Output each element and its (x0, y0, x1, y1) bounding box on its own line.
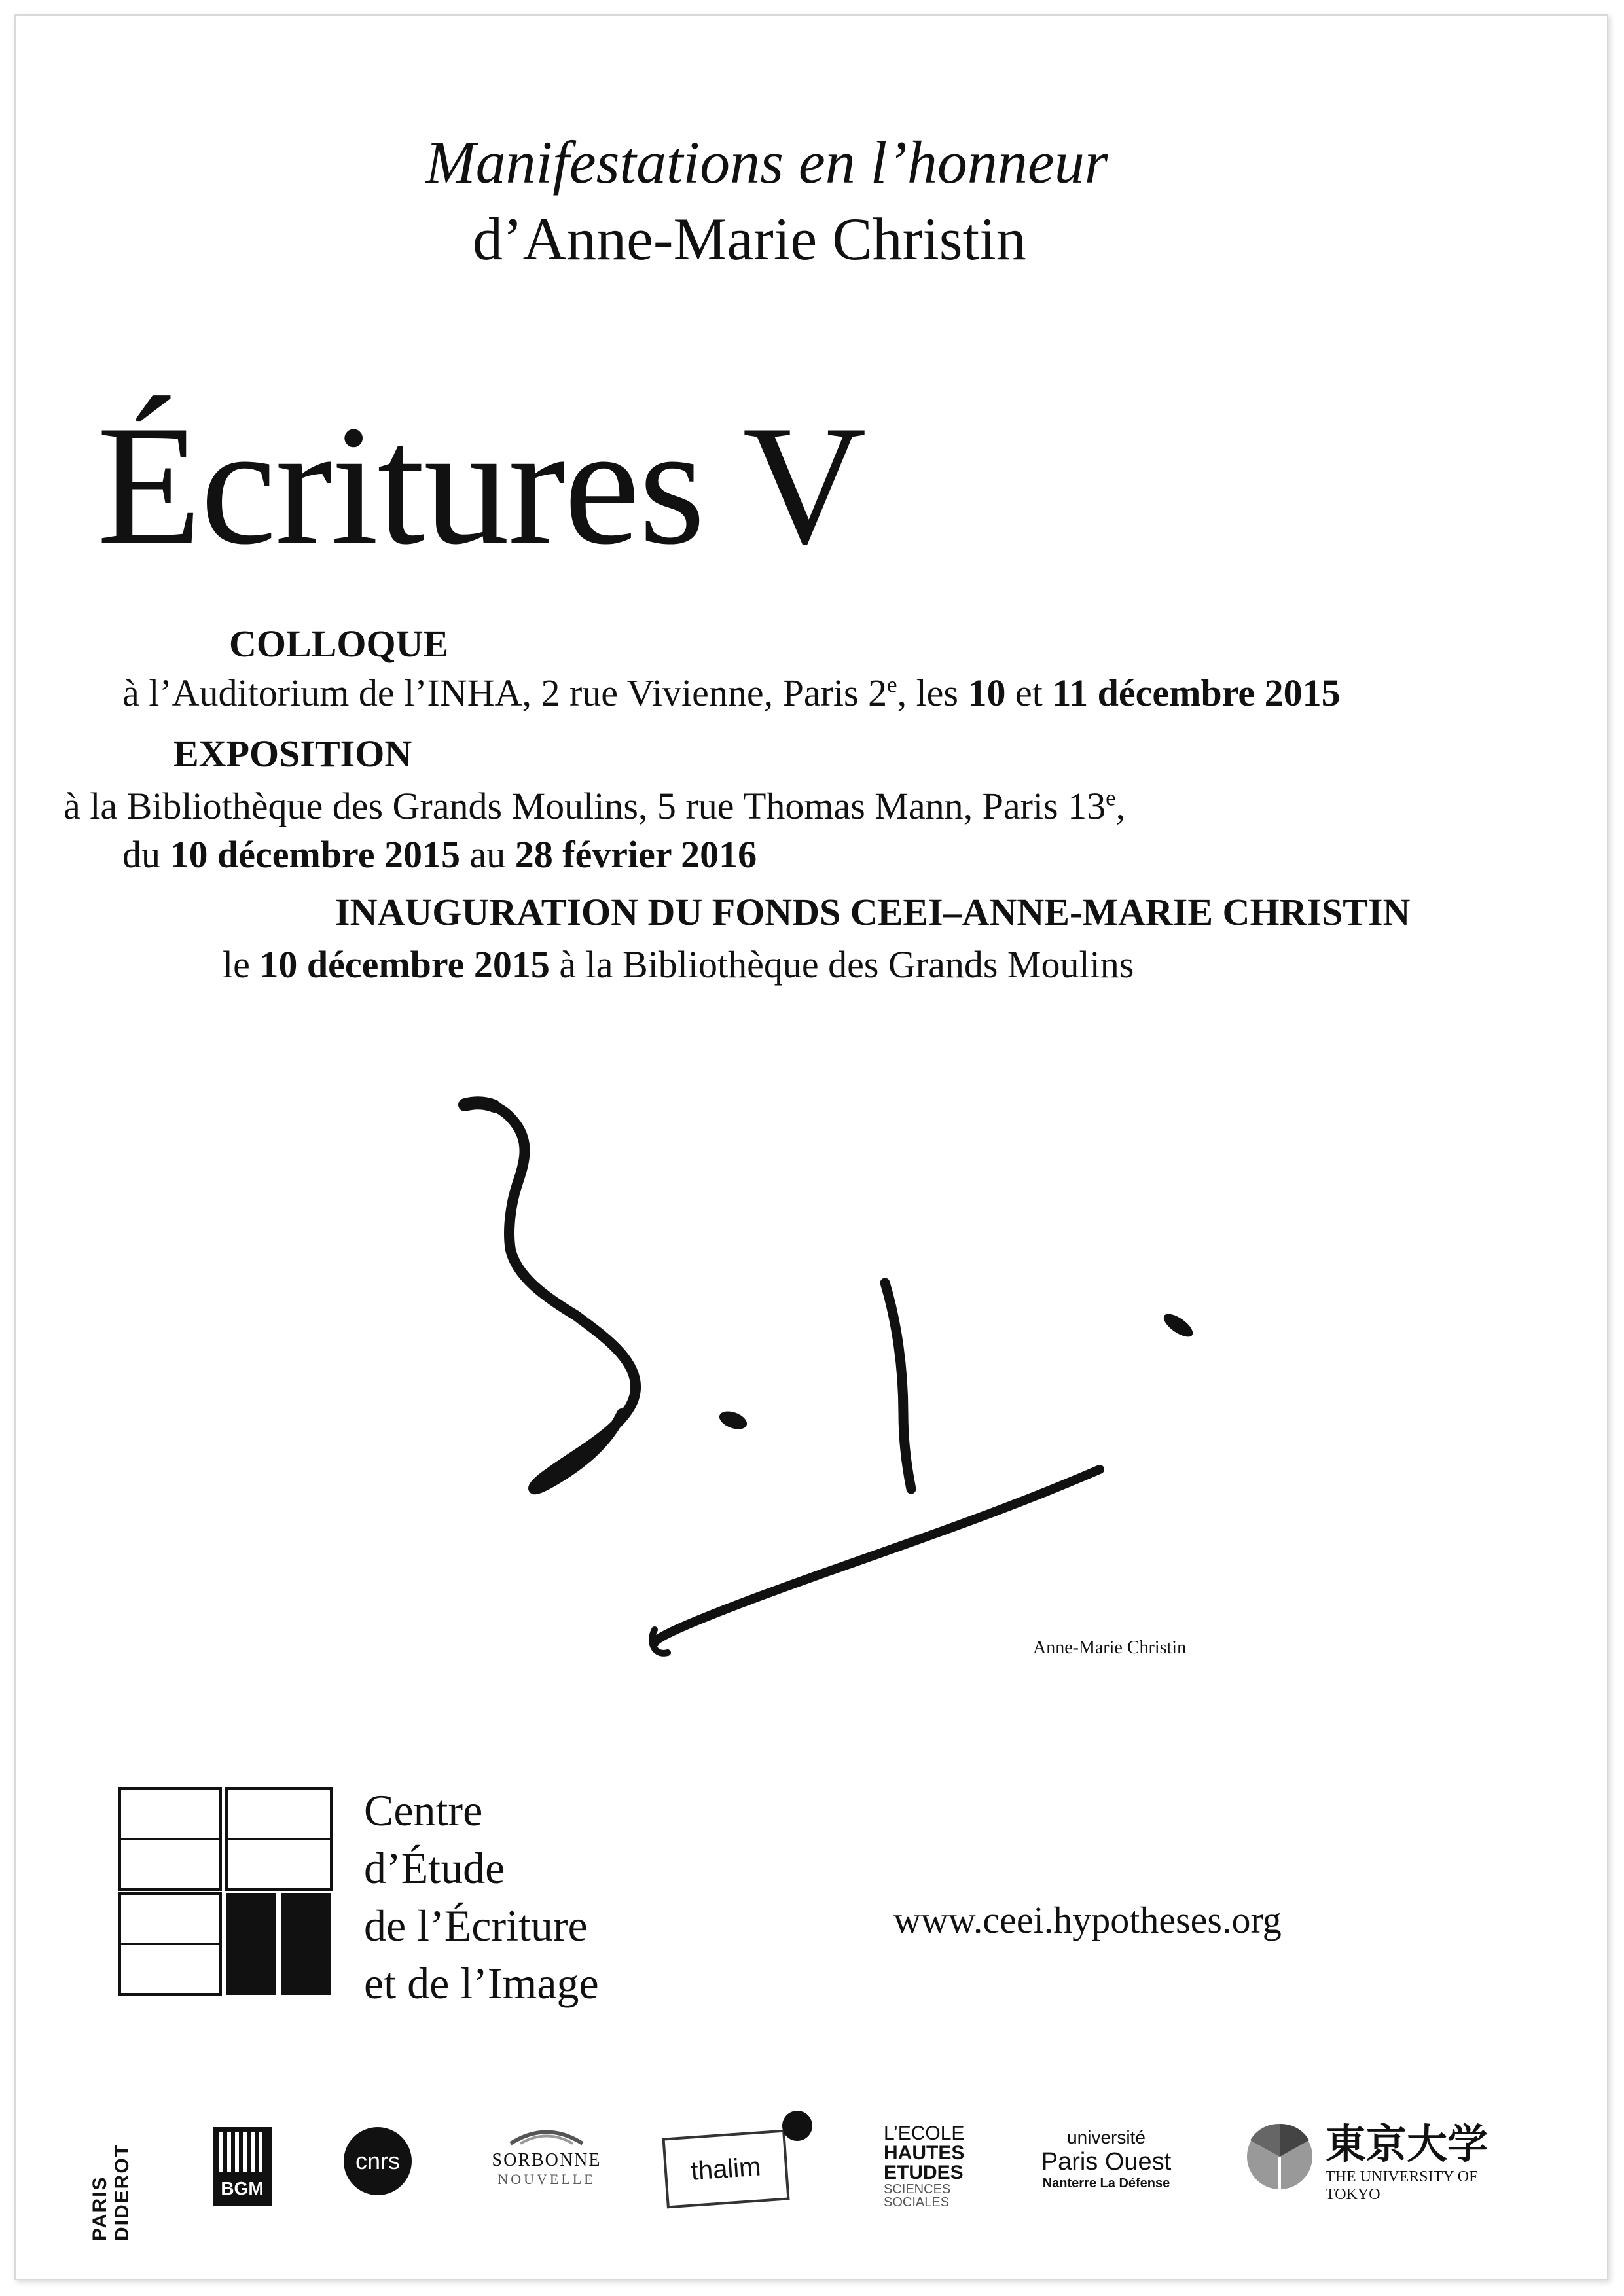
thalim-badge-icon (782, 2111, 812, 2141)
university-of-tokyo-logo (1326, 2120, 1509, 2204)
exposition-date-1: 10 décembre 2015 (170, 833, 460, 876)
bgm-text: BGM (221, 2178, 264, 2198)
partner-logos (65, 2108, 1558, 2241)
colloque-dates-prefix: , les (897, 672, 968, 714)
colloque-venue: à l’Auditorium de l’INHA, 2 rue Vivienne, Paris 2 (122, 672, 888, 714)
sorbonne-sub-text: NOUVELLE (497, 2171, 596, 2187)
paris-ouest-line-2: Paris Ouest (1041, 2148, 1172, 2176)
ehess-line-2: HAUTES (884, 2142, 965, 2164)
colloque-dates-mid: et (1005, 672, 1053, 714)
header-line-1: Manifestations en l’honneur (425, 129, 1108, 196)
ehess-line-1: L’ECOLE (884, 2123, 965, 2144)
exposition-venue: à la Bibliothèque des Grands Moulins, 5 rue Thomas Mann, Paris 13 (63, 785, 1106, 827)
colloque-date-2: 11 décembre 2015 (1052, 672, 1341, 714)
ehess-line-4: SCIENCES (884, 2182, 951, 2197)
colloque-heading: COLLOQUE (229, 622, 449, 665)
ehess-line-5: SOCIALES (884, 2195, 950, 2210)
exposition-dates-prefix: du (122, 833, 170, 876)
exposition-venue-end: , (1115, 785, 1126, 827)
ceei-line-2: d’Étude (364, 1843, 505, 1893)
ehess-line-3: ETUDES (884, 2162, 964, 2183)
ceei-line-1: Centre (364, 1785, 483, 1835)
tokyo-ginkgo-icon (1244, 2121, 1316, 2193)
tokyo-kanji: 東京大学 (1326, 2120, 1489, 2168)
ceei-logo (118, 1787, 334, 1996)
sorbonne-text: SORBONNE (492, 2150, 602, 2170)
ceei-line-4: et de l’Image (364, 1958, 599, 2008)
cnrs-logo (344, 2127, 412, 2195)
website-url: www.ceei.hypotheses.org (893, 1899, 1282, 1941)
exposition-dates-mid: au (460, 833, 515, 876)
paris-ouest-line-3: Nanterre La Défense (1042, 2176, 1170, 2191)
exposition-date-2: 28 février 2016 (514, 833, 757, 876)
inauguration-details (223, 942, 1134, 986)
main-title: Écritures V (97, 390, 865, 580)
signature-calligraphy (445, 1086, 1218, 1676)
paris-diderot-text: PARIS DIDEROT (89, 2144, 133, 2241)
thalim-text: thalim (690, 2151, 762, 2186)
cnrs-text: cnrs (355, 2147, 400, 2174)
header-line-2: d’Anne-Marie Christin (473, 206, 1026, 272)
exposition-venue-line (63, 784, 1125, 828)
exposition-dates-line (122, 833, 757, 876)
exposition-heading: EXPOSITION (173, 732, 412, 775)
inauguration-date: 10 décembre 2015 (259, 943, 550, 986)
signature-caption: Anne-Marie Christin (1033, 1638, 1187, 1658)
inauguration-suffix: à la Bibliothèque des Grands Moulins (549, 943, 1134, 986)
paris-diderot-logo (89, 2123, 134, 2241)
tokyo-english: THE UNIVERSITY OF TOKYO (1326, 2168, 1478, 2203)
ceei-name (364, 1782, 691, 2012)
colloque-details (122, 671, 1341, 715)
paris-ouest-logo (1034, 2127, 1178, 2191)
ceei-line-3: de l’Écriture (364, 1901, 588, 1950)
sorbonne-nouvelle-logo (484, 2121, 609, 2188)
colloque-venue-sup: e (887, 672, 897, 698)
colloque-date-1: 10 (967, 672, 1006, 714)
bgm-logo (213, 2127, 272, 2206)
inauguration-heading: INAUGURATION DU FONDS CEEI–ANNE-MARIE CHRISTIN (335, 891, 1411, 933)
sorbonne-crest-icon (507, 2121, 586, 2147)
ehess-logo (884, 2124, 975, 2209)
inauguration-prefix: le (223, 943, 260, 986)
exposition-venue-sup: e (1106, 785, 1116, 811)
thalim-logo (662, 2130, 789, 2209)
paris-ouest-line-1: université (1067, 2127, 1146, 2147)
